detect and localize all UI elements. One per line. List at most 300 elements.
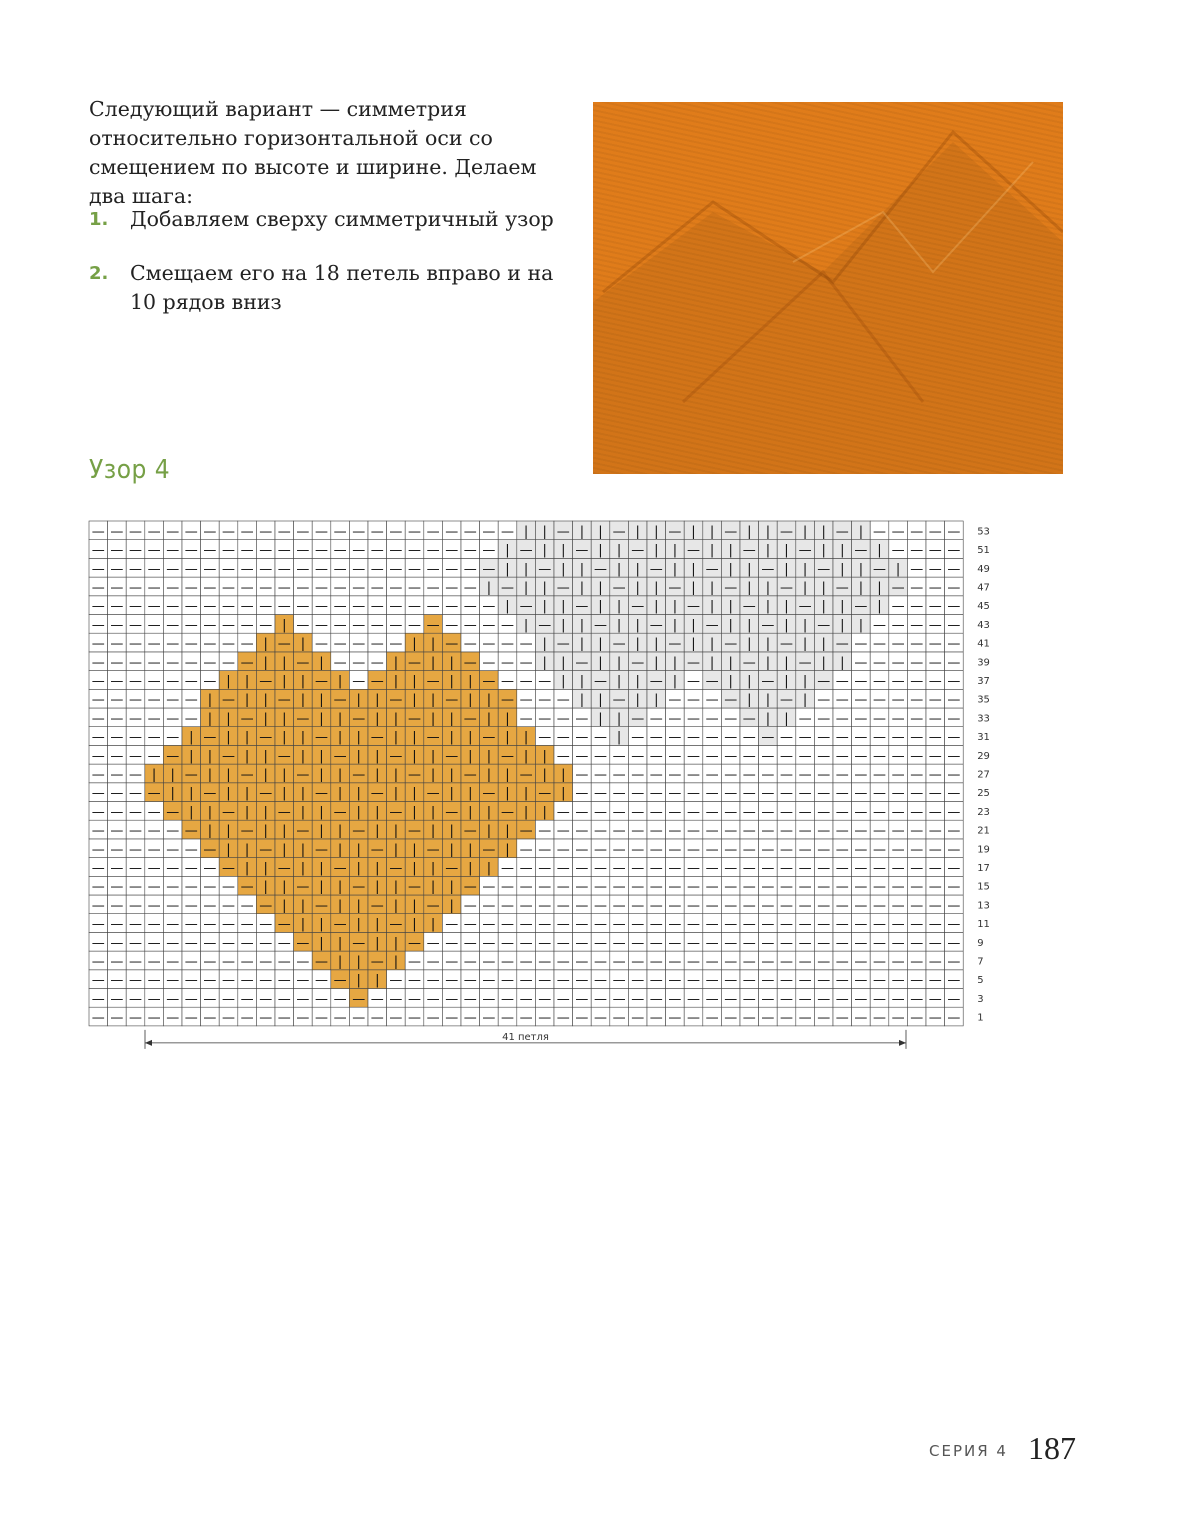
stitch-symbol: —: [798, 860, 812, 876]
stitch-symbol: —: [147, 1010, 161, 1026]
stitch-symbol: |: [579, 524, 585, 540]
stitch-symbol: —: [873, 767, 886, 783]
stitch-symbol: —: [556, 804, 570, 820]
stitch-symbol: —: [352, 543, 366, 559]
stitch-symbol: —: [649, 711, 663, 727]
stitch-symbol: —: [668, 1010, 682, 1026]
stitch-symbol: |: [654, 580, 659, 596]
stitch-symbol: —: [519, 823, 533, 839]
stitch-symbol: —: [873, 692, 886, 708]
stitch-symbol: —: [780, 748, 793, 764]
stitch-symbol: |: [226, 767, 231, 783]
stitch-symbol: —: [426, 1010, 440, 1026]
stitch-symbol: —: [575, 1010, 589, 1026]
stitch-symbol: —: [649, 898, 663, 914]
stitch-symbol: —: [705, 954, 719, 970]
stitch-symbol: —: [947, 524, 961, 540]
stitch-symbol: —: [184, 898, 198, 914]
stitch-symbol: —: [501, 748, 514, 764]
stitch-symbol: —: [891, 786, 905, 802]
stitch-symbol: |: [319, 767, 324, 783]
stitch-symbol: |: [505, 823, 510, 839]
stitch-symbol: |: [784, 617, 789, 633]
stitch-symbol: —: [947, 561, 961, 577]
stitch-symbol: —: [147, 580, 161, 596]
stitch-symbol: —: [910, 860, 924, 876]
stitch-symbol: —: [742, 879, 756, 895]
stitch-symbol: |: [412, 804, 417, 820]
stitch-symbol: |: [449, 655, 454, 671]
stitch-symbol: —: [910, 580, 924, 596]
stitch-symbol: —: [928, 730, 942, 746]
stitch-symbol: |: [412, 692, 417, 708]
stitch-symbol: —: [91, 823, 105, 839]
stitch-symbol: |: [858, 561, 864, 577]
stitch-symbol: —: [817, 917, 831, 933]
stitch-symbol: —: [166, 823, 180, 839]
stitch-symbol: |: [282, 823, 287, 839]
stitch-symbol: |: [449, 673, 454, 689]
stitch-symbol: |: [468, 786, 473, 802]
stitch-symbol: —: [780, 991, 793, 1007]
stitch-symbol: —: [724, 692, 738, 708]
stitch-symbol: —: [705, 879, 719, 895]
stitch-symbol: |: [523, 524, 529, 540]
stitch-symbol: |: [226, 673, 231, 689]
stitch-symbol: —: [538, 1010, 552, 1026]
stitch-symbol: —: [947, 617, 961, 633]
stitch-symbol: —: [873, 730, 886, 746]
stitch-symbol: —: [222, 561, 235, 577]
stitch-symbol: —: [519, 673, 533, 689]
stitch-symbol: —: [742, 954, 756, 970]
stitch-symbol: |: [449, 711, 454, 727]
stitch-symbol: —: [370, 655, 384, 671]
stitch-symbol: —: [817, 860, 831, 876]
stitch-symbol: |: [709, 636, 715, 652]
stitch-symbol: |: [356, 917, 361, 933]
stitch-symbol: —: [612, 580, 626, 596]
stitch-symbol: |: [765, 580, 771, 596]
stitch-symbol: |: [207, 692, 213, 708]
stitch-symbol: —: [873, 823, 886, 839]
stitch-symbol: —: [389, 973, 403, 989]
stitch-symbol: —: [277, 1010, 291, 1026]
stitch-symbol: —: [742, 804, 756, 820]
stitch-symbol: |: [263, 767, 268, 783]
stitch-symbol: —: [445, 991, 459, 1007]
stitch-symbol: —: [854, 823, 868, 839]
stitch-symbol: |: [542, 636, 547, 652]
stitch-symbol: —: [110, 692, 124, 708]
stitch-symbol: —: [166, 917, 180, 933]
stitch-symbol: —: [296, 879, 310, 895]
stitch-symbol: —: [315, 1010, 328, 1026]
stitch-symbol: —: [296, 935, 310, 951]
step-text: Добавляем сверху симметричный узор: [130, 207, 554, 231]
intro-paragraph: Следующий вариант — симметрия относительно горизонтальной оси со смещением по высоте и ширине. Делаем два шага:: [89, 97, 537, 208]
stitch-symbol: —: [463, 823, 477, 839]
stitch-symbol: —: [761, 730, 775, 746]
stitch-symbol: —: [519, 842, 533, 858]
stitch-symbol: |: [356, 786, 361, 802]
stitch-symbol: —: [910, 748, 924, 764]
stitch-symbol: —: [928, 543, 942, 559]
stitch-symbol: —: [835, 748, 849, 764]
stitch-symbol: —: [835, 954, 849, 970]
stitch-symbol: —: [928, 636, 942, 652]
stitch-symbol: |: [226, 730, 231, 746]
stitch-symbol: —: [687, 879, 700, 895]
stitch-symbol: |: [189, 748, 194, 764]
stitch-symbol: —: [129, 692, 142, 708]
stitch-symbol: |: [319, 804, 324, 820]
stitch-symbol: —: [724, 842, 738, 858]
stitch-symbol: —: [594, 879, 607, 895]
stitch-symbol: —: [222, 655, 235, 671]
stitch-symbol: —: [259, 580, 273, 596]
stitch-symbol: —: [649, 561, 663, 577]
stitch-symbol: —: [91, 973, 105, 989]
stitch-symbol: —: [687, 730, 700, 746]
stitch-symbol: —: [668, 711, 682, 727]
stitch-symbol: —: [835, 823, 849, 839]
stitch-symbol: |: [244, 786, 250, 802]
stitch-symbol: —: [891, 655, 905, 671]
stitch-symbol: |: [319, 935, 324, 951]
stitch-symbol: |: [393, 655, 399, 671]
stitch-symbol: —: [612, 842, 626, 858]
stitch-symbol: —: [928, 973, 942, 989]
row-number-label: 53: [977, 526, 990, 538]
stitch-symbol: —: [780, 860, 793, 876]
stitch-symbol: —: [240, 823, 254, 839]
stitch-symbol: —: [798, 954, 812, 970]
stitch-symbol: —: [705, 711, 719, 727]
stitch-symbol: —: [612, 692, 626, 708]
stitch-symbol: —: [594, 748, 607, 764]
stitch-symbol: —: [482, 898, 496, 914]
stitch-symbol: —: [426, 991, 440, 1007]
stitch-symbol: —: [129, 580, 142, 596]
stitch-symbol: |: [412, 748, 417, 764]
stitch-symbol: —: [501, 524, 514, 540]
stitch-symbol: —: [463, 991, 477, 1007]
stitch-symbol: —: [928, 599, 942, 615]
stitch-symbol: —: [705, 692, 719, 708]
stitch-symbol: |: [542, 580, 547, 596]
stitch-symbol: —: [780, 580, 793, 596]
stitch-symbol: |: [635, 673, 640, 689]
stitch-symbol: —: [482, 954, 496, 970]
stitch-symbol: —: [668, 973, 682, 989]
stitch-symbol: —: [761, 617, 775, 633]
stitch-symbol: —: [798, 655, 812, 671]
stitch-symbol: |: [430, 860, 436, 876]
stitch-symbol: —: [147, 917, 161, 933]
stitch-symbol: —: [612, 917, 626, 933]
stitch-symbol: —: [91, 636, 105, 652]
stitch-symbol: —: [928, 1010, 942, 1026]
stitch-symbol: |: [226, 823, 231, 839]
stitch-symbol: —: [631, 879, 645, 895]
stitch-symbol: |: [598, 543, 603, 559]
stitch-symbol: —: [482, 1010, 496, 1026]
stitch-symbol: |: [393, 673, 399, 689]
stitch-symbol: —: [556, 879, 570, 895]
stitch-symbol: —: [538, 561, 552, 577]
stitch-symbol: |: [505, 543, 510, 559]
stitch-symbol: —: [873, 786, 886, 802]
stitch-symbol: —: [333, 917, 347, 933]
stitch-symbol: |: [765, 599, 771, 615]
stitch-symbol: |: [337, 786, 343, 802]
stitch-symbol: |: [263, 655, 268, 671]
stitch-symbol: |: [802, 580, 808, 596]
stitch-symbol: —: [631, 898, 645, 914]
stitch-symbol: |: [542, 804, 547, 820]
row-number-label: 39: [977, 657, 990, 669]
stitch-symbol: —: [687, 991, 700, 1007]
stitch-symbol: —: [166, 673, 180, 689]
stitch-symbol: |: [393, 954, 399, 970]
stitch-symbol: |: [840, 561, 845, 577]
stitch-symbol: —: [166, 580, 180, 596]
stitch-symbol: —: [222, 991, 235, 1007]
stitch-symbol: —: [426, 561, 440, 577]
stitch-symbol: —: [184, 711, 198, 727]
stitch-symbol: —: [742, 842, 756, 858]
stitch-symbol: —: [426, 673, 440, 689]
stitch-symbol: —: [612, 804, 626, 820]
stitch-symbol: —: [538, 954, 552, 970]
stitch-symbol: —: [408, 524, 421, 540]
stitch-symbol: —: [817, 804, 831, 820]
stitch-symbol: —: [649, 973, 663, 989]
stitch-symbol: —: [538, 935, 552, 951]
stitch-symbol: |: [579, 636, 585, 652]
stitch-symbol: —: [873, 561, 886, 577]
stitch-symbol: —: [538, 730, 552, 746]
stitch-symbol: |: [449, 786, 454, 802]
stitch-symbol: —: [668, 580, 682, 596]
stitch-symbol: |: [858, 617, 864, 633]
stitch-symbol: |: [300, 692, 306, 708]
stitch-symbol: |: [616, 617, 622, 633]
stitch-symbol: —: [947, 991, 961, 1007]
stitch-symbol: —: [873, 617, 886, 633]
stitch-symbol: |: [802, 673, 808, 689]
stitch-symbol: —: [928, 786, 942, 802]
stitch-symbol: —: [482, 599, 496, 615]
stitch-symbol: —: [259, 991, 273, 1007]
stitch-symbol: |: [356, 804, 361, 820]
stitch-symbol: —: [910, 898, 924, 914]
stitch-symbol: —: [594, 973, 607, 989]
stitch-symbol: |: [616, 655, 622, 671]
stitch-symbol: |: [747, 561, 752, 577]
stitch-symbol: —: [259, 1010, 273, 1026]
stitch-symbol: —: [575, 655, 589, 671]
stitch-symbol: —: [891, 711, 905, 727]
stitch-symbol: —: [333, 973, 347, 989]
stitch-symbol: —: [352, 599, 366, 615]
stitch-symbol: —: [426, 599, 440, 615]
stitch-symbol: —: [222, 879, 235, 895]
stitch-symbol: |: [282, 842, 287, 858]
stitch-symbol: |: [505, 730, 510, 746]
stitch-symbol: |: [244, 804, 250, 820]
stitch-symbol: —: [296, 991, 310, 1007]
stitch-symbol: —: [203, 580, 217, 596]
stitch-symbol: |: [542, 543, 547, 559]
stitch-symbol: |: [598, 655, 603, 671]
stitch-symbol: —: [649, 842, 663, 858]
stitch-symbol: |: [542, 748, 547, 764]
stitch-symbol: —: [129, 599, 142, 615]
stitch-symbol: —: [891, 860, 905, 876]
stitch-symbol: —: [854, 804, 868, 820]
stitch-symbol: —: [110, 767, 124, 783]
stitch-symbol: —: [370, 561, 384, 577]
stitch-symbol: —: [445, 748, 459, 764]
stitch-symbol: —: [687, 898, 700, 914]
stitch-symbol: —: [296, 617, 310, 633]
stitch-symbol: |: [282, 730, 287, 746]
stitch-symbol: —: [947, 599, 961, 615]
stitch-symbol: —: [556, 730, 570, 746]
stitch-symbol: —: [928, 617, 942, 633]
stitch-symbol: |: [840, 617, 845, 633]
stitch-symbol: —: [575, 991, 589, 1007]
stitch-symbol: |: [486, 767, 492, 783]
stitch-symbol: —: [594, 823, 607, 839]
stitch-symbol: —: [129, 711, 142, 727]
stitch-symbol: —: [947, 917, 961, 933]
stitch-symbol: |: [226, 711, 231, 727]
stitch-symbol: |: [598, 636, 603, 652]
stitch-symbol: —: [556, 692, 570, 708]
stitch-symbol: |: [263, 879, 268, 895]
stitch-symbol: —: [352, 655, 366, 671]
stitch-symbol: —: [687, 935, 700, 951]
stitch-symbol: —: [166, 599, 180, 615]
stitch-symbol: —: [705, 673, 719, 689]
stitch-symbol: —: [110, 543, 124, 559]
stitch-symbol: —: [129, 673, 142, 689]
stitch-symbol: —: [817, 748, 831, 764]
stitch-symbol: —: [296, 973, 310, 989]
stitch-symbol: —: [780, 973, 793, 989]
stitch-symbol: |: [616, 711, 622, 727]
stitch-symbol: —: [333, 524, 347, 540]
stitch-symbol: —: [203, 543, 217, 559]
row-number-label: 7: [977, 956, 984, 968]
stitch-symbol: |: [207, 711, 213, 727]
stitch-symbol: |: [821, 524, 826, 540]
stitch-symbol: —: [947, 655, 961, 671]
stitch-symbol: —: [110, 786, 124, 802]
stitch-symbol: —: [724, 748, 738, 764]
stitch-symbol: —: [482, 673, 496, 689]
stitch-symbol: —: [705, 617, 719, 633]
stitch-symbol: —: [222, 917, 235, 933]
row-number-label: 9: [977, 937, 984, 949]
stitch-symbol: —: [835, 692, 849, 708]
stitch-symbol: —: [222, 692, 235, 708]
stitch-symbol: —: [612, 860, 626, 876]
stitch-symbol: |: [468, 692, 473, 708]
stitch-symbol: —: [296, 711, 310, 727]
stitch-symbol: —: [463, 599, 477, 615]
stitch-symbol: |: [356, 954, 361, 970]
row-number-label: 25: [977, 788, 990, 800]
stitch-symbol: —: [389, 580, 403, 596]
stitch-symbol: —: [891, 823, 905, 839]
stitch-symbol: —: [259, 561, 273, 577]
stitch-symbol: —: [891, 767, 905, 783]
stitch-symbol: —: [445, 599, 459, 615]
stitch-symbol: —: [742, 991, 756, 1007]
stitch-symbol: —: [854, 730, 868, 746]
stitch-symbol: —: [129, 1010, 142, 1026]
stitch-symbol: —: [854, 898, 868, 914]
stitch-symbol: —: [928, 935, 942, 951]
stitch-symbol: |: [616, 599, 622, 615]
stitch-symbol: —: [166, 1010, 180, 1026]
stitch-symbol: —: [91, 786, 105, 802]
stitch-symbol: —: [575, 954, 589, 970]
stitch-symbol: —: [947, 767, 961, 783]
stitch-symbol: —: [315, 954, 328, 970]
stitch-symbol: |: [561, 599, 566, 615]
stitch-symbol: —: [817, 767, 831, 783]
stitch-symbol: —: [501, 991, 514, 1007]
stitch-symbol: —: [835, 524, 849, 540]
stitch-symbol: —: [147, 655, 161, 671]
stitch-symbol: —: [408, 767, 421, 783]
stitch-symbol: —: [184, 917, 198, 933]
stitch-symbol: —: [594, 991, 607, 1007]
stitch-symbol: —: [147, 711, 161, 727]
stitch-symbol: —: [370, 599, 384, 615]
stitch-symbol: |: [337, 842, 343, 858]
stitch-symbol: —: [482, 879, 496, 895]
stitch-symbol: —: [91, 692, 105, 708]
stitch-symbol: —: [612, 954, 626, 970]
stitch-symbol: |: [449, 842, 454, 858]
stitch-symbol: —: [333, 804, 347, 820]
stitch-symbol: —: [352, 617, 366, 633]
stitch-symbol: —: [947, 823, 961, 839]
stitch-symbol: —: [594, 767, 607, 783]
stitch-symbol: —: [798, 767, 812, 783]
stitch-symbol: —: [835, 935, 849, 951]
stitch-symbol: |: [635, 692, 640, 708]
stitch-symbol: |: [654, 524, 659, 540]
stitch-symbol: —: [873, 973, 886, 989]
stitch-symbol: —: [147, 673, 161, 689]
stitch-symbol: —: [463, 711, 477, 727]
stitch-symbol: |: [486, 711, 492, 727]
stitch-symbol: —: [370, 524, 384, 540]
stitch-symbol: —: [482, 730, 496, 746]
stitch-symbol: |: [430, 879, 436, 895]
stitch-symbol: |: [412, 842, 417, 858]
stitch-symbol: —: [761, 804, 775, 820]
stitch-symbol: —: [873, 655, 886, 671]
stitch-symbol: —: [203, 561, 217, 577]
